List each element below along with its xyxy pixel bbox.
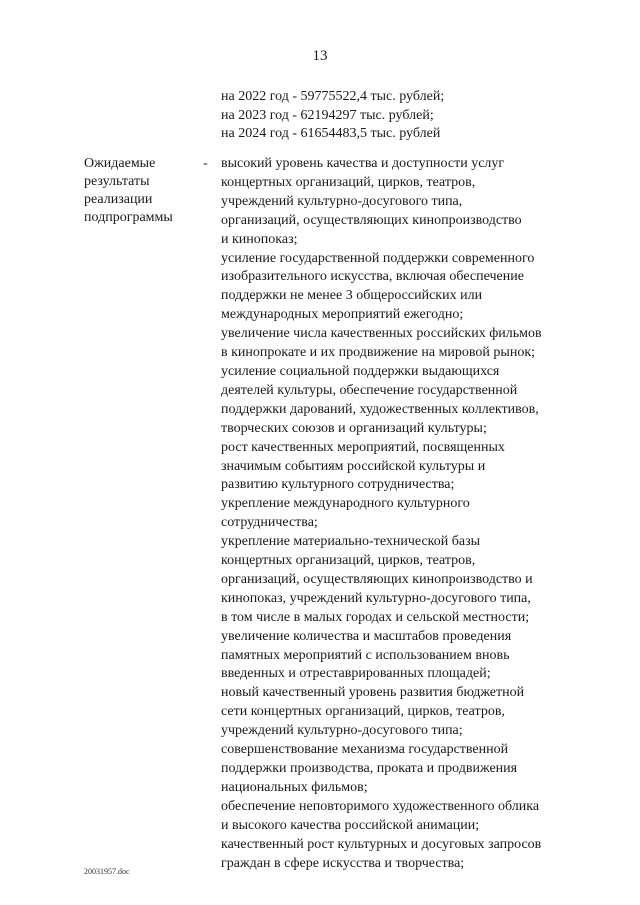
result-line: в кинопрокате и их продвижение на мировой рынок; (221, 345, 536, 361)
result-line: изобразительного искусства, включая обеспечение (221, 269, 524, 285)
result-line: обеспечение неповторимого художественного облика (221, 798, 540, 814)
result-line: поддержки дарований, художественных коллективов, (221, 401, 539, 417)
result-line: учреждений культурно-досугового типа; (221, 723, 463, 739)
result-line: высокий уровень качества и доступности услуг (221, 156, 505, 171)
result-line: и кинопоказ; (221, 231, 298, 247)
section-label-line: результаты (84, 174, 150, 189)
section-label-line: подпрограммы (84, 210, 173, 225)
result-line: международных мероприятий ежегодно; (221, 307, 464, 323)
result-line: национальных фильмов; (221, 779, 368, 795)
result-line: новый качественный уровень развития бюджетной (221, 685, 525, 701)
result-line: в том числе в малых городах и сельской местности; (221, 609, 530, 625)
funding-line: на 2024 год - 61654483,5 тыс. рублей (221, 126, 441, 141)
result-line: значимым событиям российской культуры и (221, 458, 486, 474)
result-line: организаций, осуществляющих кинопроизводство и (221, 571, 533, 587)
section-label (84, 155, 173, 227)
section-label-line: реализации (84, 192, 153, 207)
result-line: поддержки производства, проката и продвижения (221, 761, 518, 776)
page-number: 13 (312, 48, 328, 64)
result-line: усиление социальной поддержки выдающихся (221, 363, 500, 379)
result-line: граждан в сфере искусства и творчества; (221, 855, 465, 871)
result-line: введенных и отреставрированных площадей; (221, 666, 491, 682)
result-line: кинопоказ, учреждений культурно-досугового типа, (221, 590, 531, 606)
expected-results-list (221, 155, 542, 873)
result-line: увеличение количества и масштабов проведения (221, 628, 512, 644)
document-id: 20031957.doc (84, 867, 130, 876)
result-line: и высокого качества российской анимации; (221, 817, 480, 833)
result-line: концертных организаций, цирков, театров, (221, 553, 476, 569)
result-line: концертных организаций, цирков, театров, (221, 174, 476, 190)
result-line: поддержки не менее 3 общероссийских или (221, 288, 483, 304)
result-line: укрепление материально-технической базы (221, 534, 481, 550)
result-line: совершенствование механизма государственной (221, 742, 509, 758)
result-line: учреждений культурно-досугового типа, (221, 193, 463, 209)
separator-dash: - (203, 156, 208, 171)
result-line: сотрудничества; (221, 515, 318, 531)
result-line: сети концертных организаций, цирков, театров, (221, 704, 505, 720)
result-line: деятелей культуры, обеспечение государственной (221, 382, 518, 398)
section-label-line: Ожидаемые (84, 156, 156, 171)
result-line: усиление государственной поддержки современного (221, 250, 535, 266)
result-line: развитию культурного сотрудничества; (221, 477, 455, 493)
funding-block (221, 88, 444, 144)
result-line: качественный рост культурных и досуговых запросов (221, 836, 542, 852)
funding-line: на 2023 год - 62194297 тыс. рублей; (221, 107, 434, 123)
funding-line: на 2022 год - 59775522,4 тыс. рублей; (221, 89, 445, 104)
result-line: творческих союзов и организаций культуры; (221, 420, 487, 436)
result-line: памятных мероприятий с использованием вновь (221, 647, 510, 663)
result-line: увеличение числа качественных российских фильмов (221, 326, 542, 342)
result-line: организаций, осуществляющих кинопроизводство (221, 212, 522, 228)
result-line: укрепление международного культурного (221, 496, 470, 512)
result-line: рост качественных мероприятий, посвященных (221, 439, 505, 455)
